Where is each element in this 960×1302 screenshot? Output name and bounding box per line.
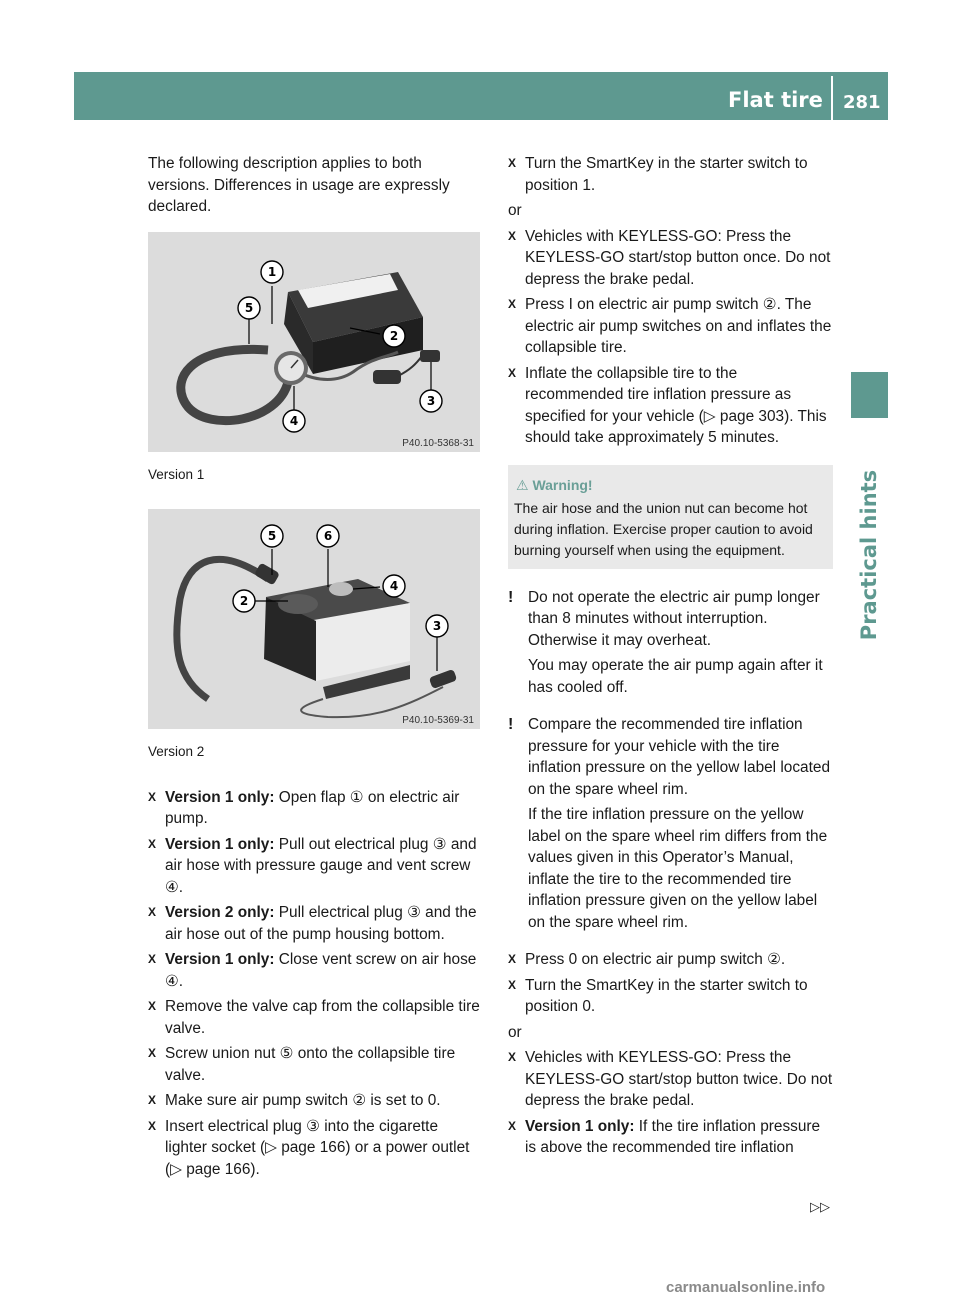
callout-4: 4 — [289, 413, 299, 428]
step-arrow-icon: X — [508, 228, 517, 243]
list-item: X Version 1 only: If the tire inflation pressure is above the recommended tire inflation — [508, 1117, 821, 1156]
figure-2-caption: Version 2 — [148, 744, 205, 759]
step-arrow-icon: X — [148, 905, 157, 919]
list-item: X Version 2 only: Pull electrical plug ③ and the air hose out of the pump housing bottom. — [148, 904, 477, 943]
or-separator: or — [508, 1023, 522, 1041]
notice-text: Compare the recommended tire inflation pressure for your vehicle with the tire inflation pressure on the yellow label located on the spare wheel rim. — [528, 716, 831, 798]
list-item: X Make sure air pump switch ② is set to 0. — [148, 1090, 483, 1112]
exclamation-icon: ! — [508, 716, 514, 733]
step-arrow-icon: X — [148, 1093, 157, 1107]
list-item: X Turn the SmartKey in the starter switch to position 1. — [508, 155, 808, 194]
list-item: X Version 1 only: Pull out electrical plug ③ and air hose with pressure gauge and vent screw ④. — [148, 835, 477, 896]
list-item: X Screw union nut ⑤ onto the collapsible tire valve. — [148, 1045, 456, 1084]
warning-header: ⚠ Warning! — [516, 476, 593, 493]
list-item: X Insert electrical plug ③ into the cigarette lighter socket (▷ page 166) or a power outlet (▷ page 166). — [148, 1117, 470, 1178]
list-item: X Version 1 only: Close vent screw on air hose ④. — [148, 951, 477, 990]
list-item: X Turn the SmartKey in the starter switch to position 0. — [508, 976, 808, 1015]
list-item: X Version 1 only: Open flap ① on electric air pump. — [148, 788, 460, 827]
page-number: 281 — [843, 92, 881, 113]
step-arrow-icon: X — [508, 156, 517, 170]
intro-text: The following description applies to both versions. Differences in usage are expressly declared. — [148, 155, 450, 215]
figure-1-caption: Version 1 — [148, 466, 205, 482]
side-tab-marker — [851, 372, 888, 418]
callout-6: 6 — [323, 529, 333, 543]
exclamation-icon: ! — [508, 588, 514, 606]
warning-triangle-icon: ⚠ — [516, 476, 529, 493]
step-arrow-icon: X — [508, 365, 517, 380]
step-arrow-icon: X — [148, 1046, 157, 1060]
header-separator — [831, 76, 833, 120]
step-arrow-icon: X — [148, 1118, 157, 1133]
notice-text: Do not operate the electric air pump longer than 8 minutes without interruption. Otherwise it may overheat. — [528, 588, 820, 649]
callout-4: 4 — [389, 579, 399, 593]
figure-code: P40.10-5369-31 — [402, 715, 474, 726]
step-arrow-icon: X — [508, 977, 517, 992]
step-arrow-icon: X — [508, 297, 517, 311]
callout-2: 2 — [239, 594, 249, 608]
left-column — [148, 153, 483, 1184]
notice-overheat — [508, 587, 833, 699]
callout-1: 1 — [267, 264, 277, 279]
left-steps — [148, 787, 483, 1181]
step-arrow-icon: X — [148, 952, 157, 966]
list-item: X Remove the valve cap from the collapsible tire valve. — [148, 998, 480, 1037]
warning-text: The air hose and the union nut can become hot during inflation. Exercise proper caution to avoid burning yourself when using the equipment. — [514, 499, 813, 558]
list-item: X Press 0 on electric air pump switch ②. — [508, 949, 833, 971]
list-item: X Press I on electric air pump switch ②. The electric air pump switches on and inflates the collapsible tire. — [508, 296, 832, 356]
callout-3: 3 — [426, 393, 436, 408]
figure-version-2 — [148, 509, 480, 729]
section-label: Practical hints — [857, 469, 881, 641]
step-arrow-icon: X — [508, 952, 517, 966]
callout-5: 5 — [244, 300, 254, 315]
notice-text: You may operate the air pump again after it has cooled off. — [528, 657, 823, 696]
notice-pressure — [508, 714, 833, 933]
callout-5: 5 — [267, 529, 277, 543]
or-separator: or — [508, 202, 522, 219]
footer-watermark: carmanualsonline.info — [666, 1279, 826, 1296]
callout-2: 2 — [389, 328, 399, 343]
continue-marker-icon: ▷▷ — [810, 1199, 830, 1214]
right-column — [508, 153, 833, 1163]
list-item: X Vehicles with KEYLESS-GO: Press the KEYLESS-GO start/stop button twice. Do not depress the brake pedal. — [508, 1049, 833, 1109]
list-item: X Inflate the collapsible tire to the recommended tire inflation pressure as specified for your vehicle (▷ page 303). This should take approximately 5 minutes. — [508, 364, 827, 446]
figure-code: P40.10-5368-31 — [402, 437, 474, 449]
callout-3: 3 — [432, 619, 442, 633]
step-arrow-icon: X — [148, 836, 157, 851]
step-arrow-icon: X — [148, 789, 157, 804]
step-arrow-icon: X — [148, 999, 157, 1013]
figure-version-1 — [148, 232, 480, 452]
notice-text: If the tire inflation pressure on the yellow label on the spare wheel rim differs from the values given in this Operator’s Manual, inflate the tire to the recommended tire inflation pressure given on the yellow label on the spare wheel rim. — [528, 806, 828, 931]
page-title: Flat tire — [728, 88, 823, 112]
list-item: X Vehicles with KEYLESS-GO: Press the KEYLESS-GO start/stop button once. Do not depress the brake pedal. — [508, 227, 831, 288]
step-arrow-icon: X — [508, 1118, 517, 1133]
warning-box — [508, 465, 833, 569]
step-arrow-icon: X — [508, 1050, 517, 1064]
